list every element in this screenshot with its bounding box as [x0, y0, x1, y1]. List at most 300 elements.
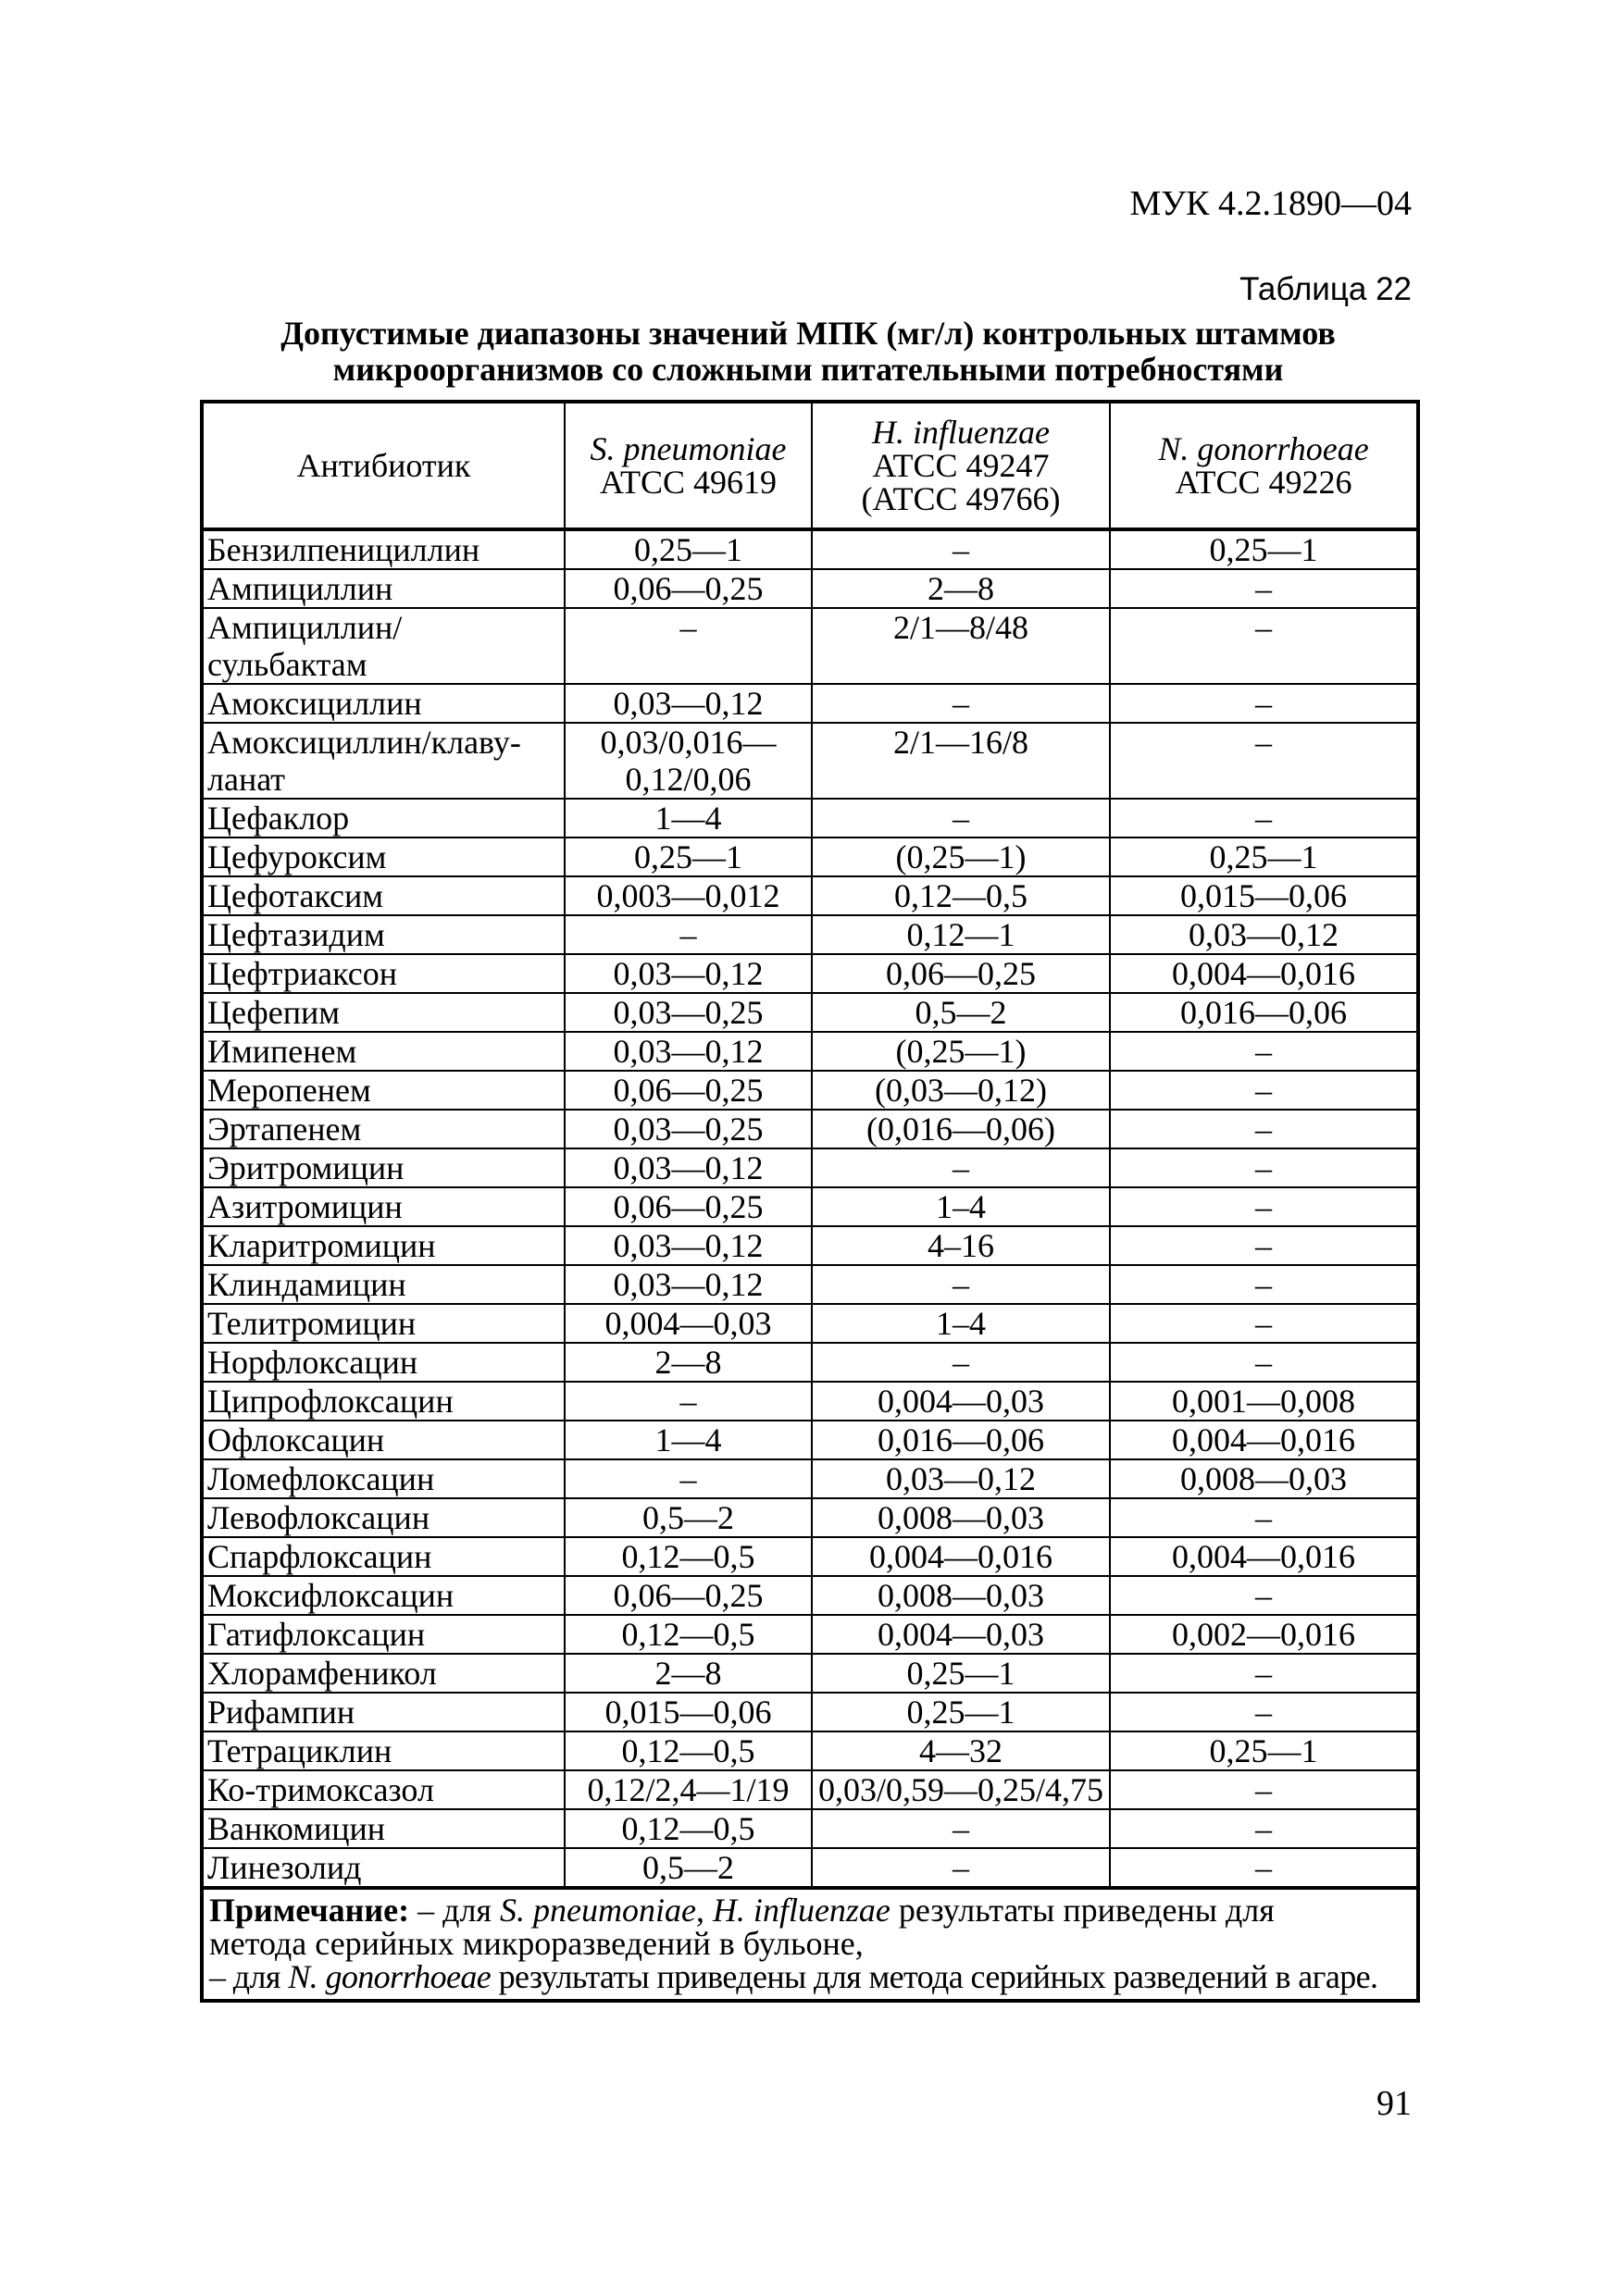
table-header-row: [202, 402, 1418, 529]
s-pneumoniae-cell: [565, 1498, 812, 1537]
note-text: результаты приведены для метода серийных разведений в агаре.: [491, 1958, 1378, 1995]
n-gonorrhoeae-cell-text: –: [1255, 1188, 1272, 1225]
h-influenzae-cell-text: 0,004—0,03: [878, 1616, 1044, 1653]
n-gonorrhoeae-cell-text: –: [1255, 1849, 1272, 1886]
antibiotic-cell: [202, 1226, 565, 1265]
s-pneumoniae-cell: [565, 1343, 812, 1382]
antibiotic-cell-text: Ципрофлоксацин: [207, 1383, 454, 1420]
n-gonorrhoeae-cell-text: 0,002—0,016: [1172, 1616, 1355, 1653]
n-gonorrhoeae-cell: [1110, 1110, 1418, 1148]
s-pneumoniae-cell: [565, 1265, 812, 1304]
s-pneumoniae-cell-text: 0,25—1: [634, 838, 742, 875]
s-pneumoniae-cell-text: 0,03—0,25: [613, 994, 764, 1031]
s-pneumoniae-cell: [565, 1110, 812, 1148]
antibiotic-cell-text: Эртапенем: [207, 1111, 362, 1148]
table-row: [202, 1071, 1418, 1110]
table-row: [202, 723, 1418, 799]
antibiotic-cell: [202, 954, 565, 993]
antibiotic-cell: [202, 1731, 565, 1770]
n-gonorrhoeae-cell: [1110, 1148, 1418, 1187]
n-gonorrhoeae-cell-text: –: [1255, 1072, 1272, 1109]
s-pneumoniae-cell: [565, 1654, 812, 1693]
s-pneumoniae-cell: [565, 608, 812, 684]
h-influenzae-cell: [812, 1304, 1110, 1343]
h-influenzae-cell-text: –: [953, 1849, 969, 1886]
table-row: [202, 1731, 1418, 1770]
antibiotic-cell-text: Меропенем: [207, 1072, 371, 1109]
h-influenzae-cell-text: 0,004—0,03: [878, 1383, 1044, 1420]
column-header-organism: H. influenzae: [872, 414, 1050, 451]
h-influenzae-cell-text: 0,016—0,06: [878, 1421, 1044, 1458]
h-influenzae-cell: [812, 1770, 1110, 1809]
s-pneumoniae-cell: [565, 1848, 812, 1888]
n-gonorrhoeae-cell: [1110, 608, 1418, 684]
table-row: [202, 954, 1418, 993]
h-influenzae-cell-text: 0,03/0,59—0,25/4,75: [817, 1771, 1103, 1808]
n-gonorrhoeae-cell: [1110, 1421, 1418, 1459]
antibiotic-cell-text: Амоксициллин: [207, 685, 422, 722]
n-gonorrhoeae-cell: [1110, 1343, 1418, 1382]
antibiotic-cell-text: Кларитромицин: [207, 1227, 436, 1264]
h-influenzae-cell-text: 2—8: [928, 570, 994, 607]
n-gonorrhoeae-cell: [1110, 1576, 1418, 1615]
column-header-organism: S. pneumoniae: [590, 430, 787, 467]
s-pneumoniae-cell: [565, 1731, 812, 1770]
antibiotic-cell-text: Ампициллин/сульбактам: [207, 609, 403, 683]
n-gonorrhoeae-cell-text: 0,001—0,008: [1172, 1383, 1355, 1420]
h-influenzae-cell: [812, 684, 1110, 723]
n-gonorrhoeae-cell: [1110, 1071, 1418, 1110]
h-influenzae-cell: [812, 1809, 1110, 1848]
n-gonorrhoeae-cell-text: 0,004—0,016: [1172, 955, 1355, 992]
h-influenzae-cell-text: 2/1—16/8: [892, 724, 1028, 761]
h-influenzae-cell: [812, 1693, 1110, 1731]
h-influenzae-cell: [812, 1226, 1110, 1265]
note-line-1: [209, 1893, 1411, 1927]
s-pneumoniae-cell-text: 0,06—0,25: [613, 570, 764, 607]
s-pneumoniae-cell: [565, 954, 812, 993]
h-influenzae-cell-text: (0,016—0,06): [866, 1111, 1055, 1148]
antibiotic-cell: [202, 1770, 565, 1809]
table-row: [202, 1809, 1418, 1848]
s-pneumoniae-cell: [565, 799, 812, 838]
antibiotic-cell-text: Бензилпенициллин: [207, 531, 480, 568]
antibiotic-cell: [202, 1071, 565, 1110]
column-header-strain: ATCC 49247: [872, 447, 1050, 484]
s-pneumoniae-cell-text: 0,03/0,016—: [600, 724, 777, 761]
n-gonorrhoeae-cell-text: –: [1255, 1810, 1272, 1847]
n-gonorrhoeae-cell-text: –: [1255, 609, 1272, 646]
s-pneumoniae-cell: [565, 1693, 812, 1731]
s-pneumoniae-cell-text: 2—8: [654, 1655, 722, 1692]
table-number: Таблица 22: [1239, 271, 1412, 307]
antibiotic-cell-text: Спарфлоксацин: [207, 1538, 432, 1575]
antibiotic-cell: [202, 1498, 565, 1537]
table-row: [202, 1343, 1418, 1382]
s-pneumoniae-cell-text: 2—8: [654, 1344, 722, 1381]
n-gonorrhoeae-cell: [1110, 993, 1418, 1032]
s-pneumoniae-cell-text: –: [679, 1383, 697, 1420]
s-pneumoniae-cell-text: –: [679, 916, 697, 953]
n-gonorrhoeae-cell-text: 0,015—0,06: [1180, 877, 1347, 914]
antibiotic-cell-text: Ломефлоксацин: [207, 1460, 435, 1497]
h-influenzae-cell-text: –: [953, 1149, 969, 1186]
s-pneumoniae-cell-text: 0,12/2,4—1/19: [587, 1771, 790, 1808]
s-pneumoniae-cell-text: 0,03—0,12: [613, 1033, 764, 1070]
table-caption-line-1: Допустимые диапазоны значений МПК (мг/л) контрольных штаммов: [280, 315, 1336, 352]
table-row: [202, 993, 1418, 1032]
antibiotic-cell: [202, 1537, 565, 1576]
n-gonorrhoeae-cell-text: –: [1255, 685, 1272, 722]
s-pneumoniae-cell-text: 0,5—2: [642, 1499, 734, 1536]
antibiotic-cell: [202, 838, 565, 876]
h-influenzae-cell: [812, 1343, 1110, 1382]
note-line-3: [209, 1960, 1411, 1993]
antibiotic-cell-text: Гатифлоксацин: [207, 1616, 426, 1653]
s-pneumoniae-cell: [565, 1032, 812, 1071]
n-gonorrhoeae-cell: [1110, 1537, 1418, 1576]
n-gonorrhoeae-cell-text: –: [1255, 1694, 1272, 1731]
n-gonorrhoeae-cell-text: –: [1255, 1111, 1272, 1148]
s-pneumoniae-cell-text: 0,25—1: [634, 531, 742, 568]
antibiotic-cell-text: Рифампин: [207, 1694, 355, 1731]
n-gonorrhoeae-cell: [1110, 876, 1418, 915]
antibiotic-cell: [202, 569, 565, 608]
h-influenzae-cell: [812, 954, 1110, 993]
n-gonorrhoeae-cell: [1110, 1265, 1418, 1304]
n-gonorrhoeae-cell: [1110, 1382, 1418, 1421]
table-row: [202, 1576, 1418, 1615]
s-pneumoniae-cell-text: 0,12—0,5: [621, 1810, 755, 1847]
table-row: [202, 1770, 1418, 1809]
h-influenzae-cell-text: 0,03—0,12: [886, 1460, 1036, 1497]
table-caption-line-2: микроорганизмов со сложными питательными потребностями: [332, 351, 1284, 388]
table-note: [202, 1888, 1418, 2001]
h-influenzae-cell-text: 0,06—0,25: [886, 955, 1036, 992]
s-pneumoniae-cell-text: –: [679, 1460, 697, 1497]
s-pneumoniae-cell-text: 0,004—0,03: [604, 1305, 772, 1342]
antibiotic-cell: [202, 723, 565, 799]
antibiotic-cell-text: Цефаклор: [207, 800, 350, 837]
s-pneumoniae-cell-text: 0,5—2: [642, 1849, 734, 1886]
h-influenzae-cell-text: (0,25—1): [895, 1033, 1027, 1070]
n-gonorrhoeae-cell-text: –: [1255, 1344, 1272, 1381]
h-influenzae-cell: [812, 1459, 1110, 1498]
antibiotic-cell: [202, 1265, 565, 1304]
antibiotic-cell: [202, 1148, 565, 1187]
note-organism: S. pneumoniae: [499, 1892, 696, 1929]
antibiotic-cell: [202, 608, 565, 684]
antibiotic-cell: [202, 1693, 565, 1731]
antibiotic-cell-text: Цефепим: [207, 994, 341, 1031]
s-pneumoniae-cell-text: 0,03—0,12: [613, 955, 764, 992]
antibiotic-cell: [202, 1576, 565, 1615]
s-pneumoniae-cell-text: 0,12—0,5: [621, 1732, 755, 1769]
table-row: [202, 1226, 1418, 1265]
antibiotic-cell: [202, 1459, 565, 1498]
h-influenzae-cell: [812, 1265, 1110, 1304]
n-gonorrhoeae-cell-text: –: [1255, 1499, 1272, 1536]
h-influenzae-cell-text: 0,004—0,016: [869, 1538, 1052, 1575]
s-pneumoniae-cell: [565, 1770, 812, 1809]
antibiotic-cell-text: Моксифлоксацин: [207, 1577, 455, 1614]
h-influenzae-cell-text: –: [953, 1266, 969, 1303]
h-influenzae-cell-text: 0,12—1: [906, 916, 1015, 953]
antibiotic-cell-text: Линезолид: [207, 1849, 362, 1886]
n-gonorrhoeae-cell-text: 0,25—1: [1209, 838, 1318, 875]
h-influenzae-cell-text: –: [953, 800, 969, 837]
antibiotic-cell: [202, 1421, 565, 1459]
s-pneumoniae-cell: [565, 1459, 812, 1498]
table-row: [202, 608, 1418, 684]
n-gonorrhoeae-cell: [1110, 1809, 1418, 1848]
table-row: [202, 1382, 1418, 1421]
antibiotic-cell: [202, 915, 565, 954]
n-gonorrhoeae-cell-text: –: [1255, 1266, 1272, 1303]
s-pneumoniae-cell: [565, 569, 812, 608]
s-pneumoniae-cell-text: 1—4: [654, 1421, 722, 1458]
antibiotic-cell: [202, 993, 565, 1032]
s-pneumoniae-cell: [565, 1576, 812, 1615]
table-caption: [200, 316, 1416, 388]
s-pneumoniae-cell: [565, 1615, 812, 1654]
h-influenzae-cell: [812, 1148, 1110, 1187]
s-pneumoniae-cell-text: –: [679, 609, 697, 646]
n-gonorrhoeae-cell: [1110, 1226, 1418, 1265]
n-gonorrhoeae-cell-text: 0,016—0,06: [1180, 994, 1347, 1031]
h-influenzae-cell-text: –: [953, 531, 969, 568]
note-text: результаты приведены для: [890, 1892, 1275, 1929]
antibiotic-cell: [202, 529, 565, 569]
h-influenzae-cell: [812, 1848, 1110, 1888]
antibiotic-cell-text: Цефтриаксон: [207, 955, 397, 992]
antibiotic-cell-text: Имипенем: [207, 1033, 357, 1070]
n-gonorrhoeae-cell: [1110, 915, 1418, 954]
table-row: [202, 1848, 1418, 1888]
s-pneumoniae-cell-text: 0,015—0,06: [604, 1694, 772, 1731]
note-text: – для: [409, 1892, 500, 1929]
table-row: [202, 1148, 1418, 1187]
antibiotic-cell-text: Клиндамицин: [207, 1266, 406, 1303]
s-pneumoniae-cell-text: 0,12—0,5: [621, 1538, 755, 1575]
antibiotic-cell-text: Левофлоксацин: [207, 1499, 430, 1536]
n-gonorrhoeae-cell: [1110, 1498, 1418, 1537]
s-pneumoniae-cell-text: 0,06—0,25: [613, 1072, 764, 1109]
s-pneumoniae-cell: [565, 684, 812, 723]
n-gonorrhoeae-cell: [1110, 1459, 1418, 1498]
h-influenzae-cell: [812, 608, 1110, 684]
antibiotic-cell-text: Амоксициллин/клаву-: [207, 724, 521, 761]
n-gonorrhoeae-cell: [1110, 529, 1418, 569]
table-row: [202, 1187, 1418, 1226]
n-gonorrhoeae-cell: [1110, 1032, 1418, 1071]
h-influenzae-cell-text: 4—32: [919, 1732, 1003, 1769]
table-footer: [202, 1888, 1418, 2001]
note-label: Примечание:: [209, 1892, 410, 1929]
column-header-organism: N. gonorrhoeae: [1158, 430, 1369, 467]
h-influenzae-cell: [812, 1032, 1110, 1071]
n-gonorrhoeae-cell-text: –: [1255, 800, 1272, 837]
table-row: [202, 529, 1418, 569]
h-influenzae-cell-text: –: [953, 685, 969, 722]
column-header-strain-alt: (ATCC 49766): [861, 480, 1061, 517]
s-pneumoniae-cell: [565, 723, 812, 799]
n-gonorrhoeae-cell: [1110, 569, 1418, 608]
n-gonorrhoeae-cell: [1110, 1304, 1418, 1343]
antibiotic-cell-text: ланат: [207, 761, 285, 798]
antibiotic-cell: [202, 1304, 565, 1343]
h-influenzae-cell: [812, 1537, 1110, 1576]
h-influenzae-cell-text: 1–4: [936, 1305, 986, 1342]
h-influenzae-cell: [812, 993, 1110, 1032]
s-pneumoniae-cell-text: 0,12/0,06: [625, 761, 752, 798]
antibiotic-cell: [202, 1848, 565, 1888]
n-gonorrhoeae-cell: [1110, 1731, 1418, 1770]
n-gonorrhoeae-cell: [1110, 1770, 1418, 1809]
h-influenzae-cell-text: 0,12—0,5: [894, 877, 1027, 914]
antibiotic-cell-text: Ампициллин: [207, 570, 393, 607]
antibiotic-cell: [202, 1654, 565, 1693]
h-influenzae-cell-text: –: [953, 1344, 969, 1381]
n-gonorrhoeae-cell: [1110, 954, 1418, 993]
h-influenzae-cell-text: 0,008—0,03: [878, 1577, 1044, 1614]
table-row: [202, 1032, 1418, 1071]
note-text: – для: [209, 1958, 289, 1995]
s-pneumoniae-cell-text: 0,03—0,12: [613, 685, 764, 722]
n-gonorrhoeae-cell: [1110, 799, 1418, 838]
page-number: 91: [1376, 2084, 1412, 2123]
h-influenzae-cell: [812, 915, 1110, 954]
n-gonorrhoeae-cell-text: –: [1255, 1033, 1272, 1070]
h-influenzae-cell-text: (0,25—1): [895, 838, 1027, 875]
n-gonorrhoeae-cell: [1110, 1187, 1418, 1226]
h-influenzae-cell: [812, 1498, 1110, 1537]
s-pneumoniae-cell: [565, 1537, 812, 1576]
s-pneumoniae-cell: [565, 1226, 812, 1265]
s-pneumoniae-cell: [565, 838, 812, 876]
table-row: [202, 799, 1418, 838]
n-gonorrhoeae-cell-text: 0,004—0,016: [1172, 1421, 1355, 1458]
antibiotic-cell-text: Тетрациклин: [207, 1732, 392, 1769]
antibiotic-cell: [202, 1187, 565, 1226]
h-influenzae-cell-text: 4–16: [928, 1227, 994, 1264]
n-gonorrhoeae-cell-text: –: [1255, 1149, 1272, 1186]
antibiotic-cell-text: Ко-тримоксазол: [207, 1771, 434, 1808]
h-influenzae-cell: [812, 1071, 1110, 1110]
h-influenzae-cell: [812, 1654, 1110, 1693]
n-gonorrhoeae-cell-text: 0,008—0,03: [1180, 1460, 1347, 1497]
document-code: МУК 4.2.1890—04: [1129, 184, 1412, 223]
antibiotic-cell: [202, 1615, 565, 1654]
column-header-s-pneumoniae: [565, 402, 812, 529]
table-row: [202, 1537, 1418, 1576]
n-gonorrhoeae-cell: [1110, 838, 1418, 876]
h-influenzae-cell: [812, 1615, 1110, 1654]
n-gonorrhoeae-cell-text: –: [1255, 1771, 1272, 1808]
s-pneumoniae-cell-text: 0,03—0,12: [613, 1227, 764, 1264]
h-influenzae-cell: [812, 1576, 1110, 1615]
table-row: [202, 1498, 1418, 1537]
table-row: [202, 1615, 1418, 1654]
antibiotic-cell: [202, 1110, 565, 1148]
s-pneumoniae-cell: [565, 915, 812, 954]
s-pneumoniae-cell: [565, 993, 812, 1032]
h-influenzae-cell-text: 2/1—8/48: [892, 609, 1028, 646]
table-row: [202, 569, 1418, 608]
h-influenzae-cell-text: 0,5—2: [915, 994, 1007, 1031]
n-gonorrhoeae-cell-text: 0,004—0,016: [1172, 1538, 1355, 1575]
antibiotic-cell-text: Цефуроксим: [207, 838, 387, 875]
n-gonorrhoeae-cell: [1110, 1654, 1418, 1693]
s-pneumoniae-cell-text: 0,03—0,12: [613, 1266, 764, 1303]
antibiotic-cell: [202, 1382, 565, 1421]
s-pneumoniae-cell-text: 1—4: [654, 800, 722, 837]
table-row: [202, 1459, 1418, 1498]
antibiotic-cell: [202, 684, 565, 723]
n-gonorrhoeae-cell-text: 0,25—1: [1209, 531, 1318, 568]
column-header-h-influenzae: [812, 402, 1110, 529]
h-influenzae-cell: [812, 1731, 1110, 1770]
s-pneumoniae-cell-text: 0,03—0,12: [613, 1149, 764, 1186]
table-row: [202, 1110, 1418, 1148]
column-header-n-gonorrhoeae: [1110, 402, 1418, 529]
n-gonorrhoeae-cell-text: –: [1255, 1655, 1272, 1692]
antibiotic-cell: [202, 1032, 565, 1071]
table-row: [202, 1265, 1418, 1304]
s-pneumoniae-cell-text: 0,06—0,25: [613, 1577, 764, 1614]
h-influenzae-cell: [812, 1187, 1110, 1226]
note-row: [202, 1888, 1418, 2001]
s-pneumoniae-cell: [565, 1809, 812, 1848]
n-gonorrhoeae-cell: [1110, 1615, 1418, 1654]
table-row: [202, 684, 1418, 723]
table-row: [202, 838, 1418, 876]
h-influenzae-cell: [812, 876, 1110, 915]
antibiotic-cell-text: Телитромицин: [207, 1305, 417, 1342]
note-text: ,: [695, 1892, 713, 1929]
column-header-strain: ATCC 49226: [1175, 464, 1352, 501]
s-pneumoniae-cell: [565, 529, 812, 569]
s-pneumoniae-cell-text: 0,12—0,5: [621, 1616, 755, 1653]
h-influenzae-cell-text: –: [953, 1810, 969, 1847]
antibiotic-cell-text: Хлорамфеникол: [207, 1655, 437, 1692]
mic-ranges-table: [200, 400, 1420, 2003]
s-pneumoniae-cell: [565, 1071, 812, 1110]
h-influenzae-cell: [812, 569, 1110, 608]
column-header-strain: ATCC 49619: [599, 464, 778, 501]
s-pneumoniae-cell: [565, 1382, 812, 1421]
n-gonorrhoeae-cell: [1110, 723, 1418, 799]
note-line-2: метода серийных микроразведений в бульоне,: [209, 1925, 864, 1962]
h-influenzae-cell-text: 0,25—1: [906, 1655, 1015, 1692]
h-influenzae-cell: [812, 1421, 1110, 1459]
antibiotic-cell: [202, 1343, 565, 1382]
antibiotic-cell-text: Азитромицин: [207, 1188, 403, 1225]
h-influenzae-cell-text: 0,008—0,03: [878, 1499, 1044, 1536]
antibiotic-cell-text: Эритромицин: [207, 1149, 405, 1186]
column-header-antibiotic: Антибиотик: [202, 402, 565, 529]
antibiotic-cell-text: Норфлоксацин: [207, 1344, 418, 1381]
s-pneumoniae-cell: [565, 1148, 812, 1187]
table-body: [202, 529, 1418, 1888]
n-gonorrhoeae-cell-text: –: [1255, 724, 1272, 761]
s-pneumoniae-cell: [565, 1304, 812, 1343]
table-row: [202, 915, 1418, 954]
table-row: [202, 1421, 1418, 1459]
antibiotic-cell: [202, 876, 565, 915]
table-row: [202, 1304, 1418, 1343]
antibiotic-cell-text: Цефтазидим: [207, 916, 385, 953]
